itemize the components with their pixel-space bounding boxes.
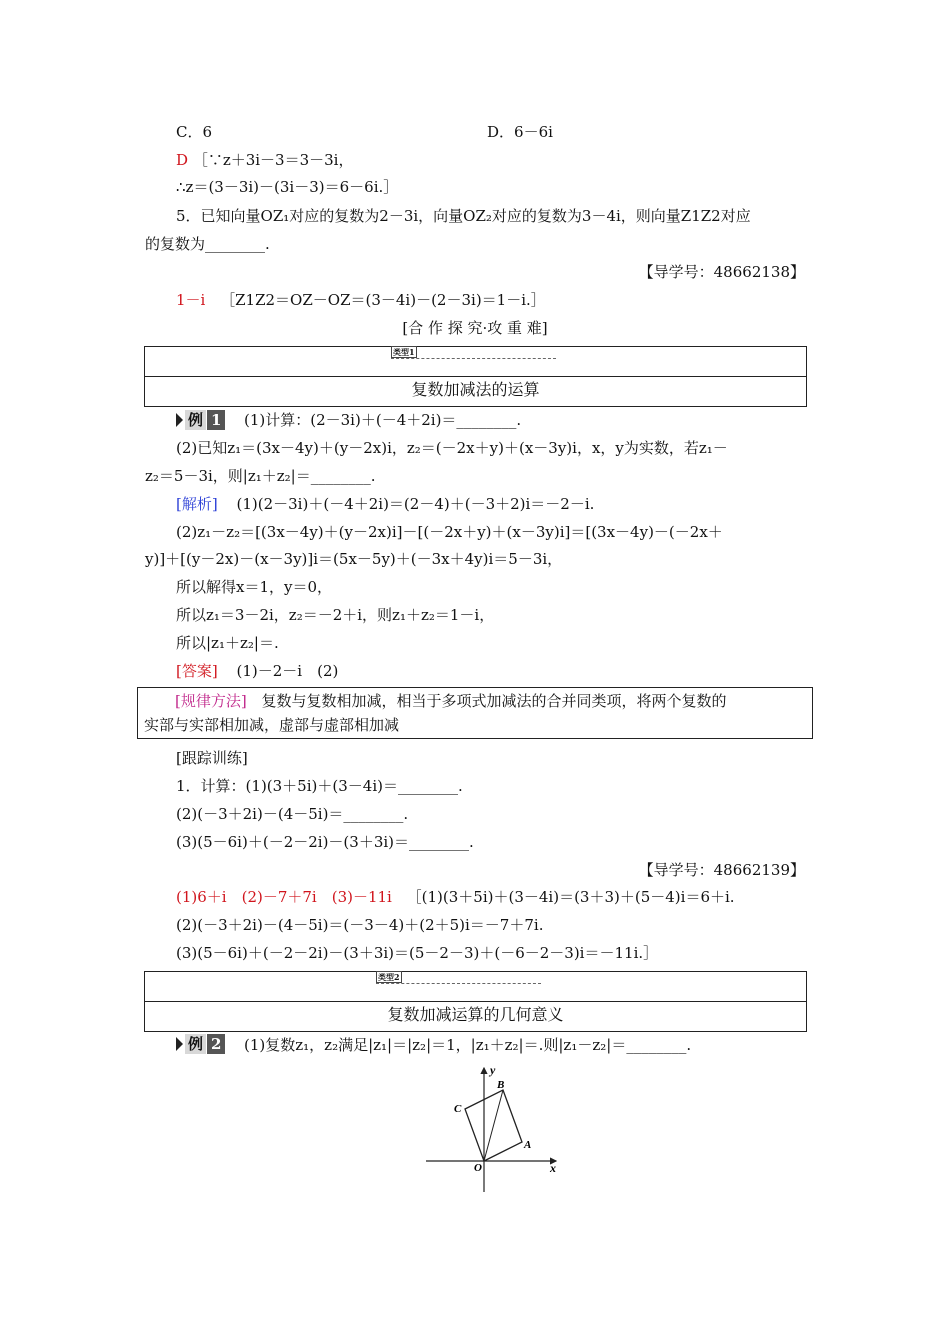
- guide-number-2: 【导学号：48662139】: [638, 861, 805, 879]
- example-number: 2: [207, 1034, 225, 1054]
- method-text-2: 实部与实部相加减，虚部与虚部相加减: [144, 716, 400, 734]
- type-2-box: [144, 971, 807, 1032]
- answer-explanation: ［∵z＋3i－3＝3－3i，: [192, 151, 354, 169]
- practice-answer-2: (2)(－3＋2i)－(4－5i)＝(－3－4)＋(2＋5)i＝－7＋7i.: [176, 916, 544, 934]
- label-y: y: [490, 1063, 496, 1077]
- example-word: 例: [185, 1034, 206, 1054]
- example-1-q1: (1)计算：(2－3i)＋(－4＋2i)＝________.: [244, 411, 522, 429]
- divider-2: [145, 1001, 806, 1002]
- label-c: C: [454, 1103, 462, 1115]
- label-x: x: [550, 1161, 556, 1175]
- question-5-cont: 的复数为________.: [145, 235, 270, 253]
- example-1-badge: [176, 410, 225, 430]
- method-label: [规律方法]: [175, 692, 247, 710]
- label-b: B: [497, 1079, 505, 1091]
- type-1-box: [144, 346, 807, 407]
- type-tag: 类型1: [391, 347, 556, 359]
- triangle-icon: [176, 413, 183, 427]
- analysis-2: (2)z₁－z₂＝[(3x－4y)＋(y－2x)i]－[(－2x＋y)＋(x－3y)i]＝[(3x－4y)－(－2x＋: [176, 523, 723, 541]
- practice-2: (2)(－3＋2i)－(4－5i)＝________.: [176, 805, 409, 823]
- analysis-2-cont: y)]＋[(y－2x)－(x－3y)]i＝(5x－5y)＋(－3x＋4y)i＝5－3i，: [145, 550, 563, 568]
- question-5: 5．已知向量OZ₁对应的复数为2－3i，向量OZ₂对应的复数为3－4i，则向量Z1Z2对应: [176, 207, 751, 225]
- method-box: [137, 687, 813, 739]
- practice-heading: [跟踪训练]: [176, 749, 248, 767]
- example-1-q2-cont: z₂＝5－3i，则|z₁＋z₂|＝________.: [145, 467, 376, 485]
- example-word: 例: [185, 410, 206, 430]
- section-heading: [合 作 探 究·攻 重 难]: [402, 319, 548, 337]
- analysis-line: [176, 494, 594, 514]
- analysis-text: (1)(2－3i)＋(－4＋2i)＝(2－4)＋(－3＋2)i＝－2－i.: [236, 495, 595, 513]
- analysis-4: 所以z₁＝3－2i，z₂＝－2＋i，则z₁＋z₂＝1－i，: [176, 606, 495, 624]
- practice-3: (3)(5－6i)＋(－2－2i)－(3＋3i)＝________.: [176, 833, 474, 851]
- answer-line-1: [176, 661, 338, 681]
- type-title-2: 复数加减运算的几何意义: [387, 1005, 564, 1024]
- practice-answer-1: ［(1)(3＋5i)＋(3－4i)＝(3＋3)＋(5－4)i＝6＋i.: [406, 888, 735, 906]
- answer-letter: D: [176, 151, 189, 169]
- method-text-1: 复数与复数相加减，相当于多项式加减法的合并同类项，将两个复数的: [261, 692, 727, 710]
- example-1-q2: (2)已知z₁＝(3x－4y)＋(y－2x)i，z₂＝(－2x＋y)＋(x－3y)i，x，y为实数，若z₁－: [176, 439, 728, 457]
- analysis-label: [解析]: [176, 495, 218, 513]
- practice-answer-3: (3)(5－6i)＋(－2－2i)－(3＋3i)＝(5－2－3)＋(－6－2－3)i＝－11i.］: [176, 944, 659, 962]
- complex-plane-figure: [420, 1062, 570, 1197]
- answer-explanation-2: ∴z＝(3－3i)－(3i－3)＝6－6i.］: [176, 178, 399, 196]
- practice-1: 1．计算：(1)(3＋5i)＋(3－4i)＝________.: [176, 777, 463, 795]
- option-d: D．6－6i: [487, 123, 553, 141]
- option-c: C．6: [176, 123, 213, 141]
- example-2-q1: (1)复数z₁，z₂满足|z₁|＝|z₂|＝1，|z₁＋z₂|＝.则|z₁－z₂|＝________.: [244, 1036, 692, 1054]
- analysis-3: 所以解得x＝1，y＝0，: [176, 578, 333, 596]
- guide-number: 【导学号：48662138】: [638, 263, 805, 281]
- practice-answer-values: (1)6＋i (2)－7＋7i (3)－11i: [176, 888, 392, 906]
- divider: [145, 376, 806, 377]
- method-line-1: [144, 691, 806, 711]
- answer-5: [176, 290, 546, 310]
- triangle-icon: [176, 1037, 183, 1051]
- answer-line: [176, 150, 354, 170]
- answer-label: [答案]: [176, 662, 218, 680]
- example-number: 1: [207, 410, 225, 430]
- answer-text: (1)－2－i (2): [236, 662, 339, 680]
- analysis-5: 所以|z₁＋z₂|＝.: [176, 634, 279, 652]
- practice-answer-line: [176, 887, 735, 907]
- type-tag-2: 类型2: [376, 972, 541, 984]
- type-title: 复数加减法的运算: [411, 380, 540, 399]
- diagonal: [484, 1090, 503, 1161]
- example-2-badge: [176, 1034, 225, 1054]
- answer-5-explanation: ［Z1Z2＝OZ－OZ＝(3－4i)－(2－3i)＝1－i.］: [220, 291, 546, 309]
- answer-5-value: 1－i: [176, 291, 206, 309]
- label-a: A: [524, 1139, 532, 1151]
- label-o: O: [474, 1162, 482, 1174]
